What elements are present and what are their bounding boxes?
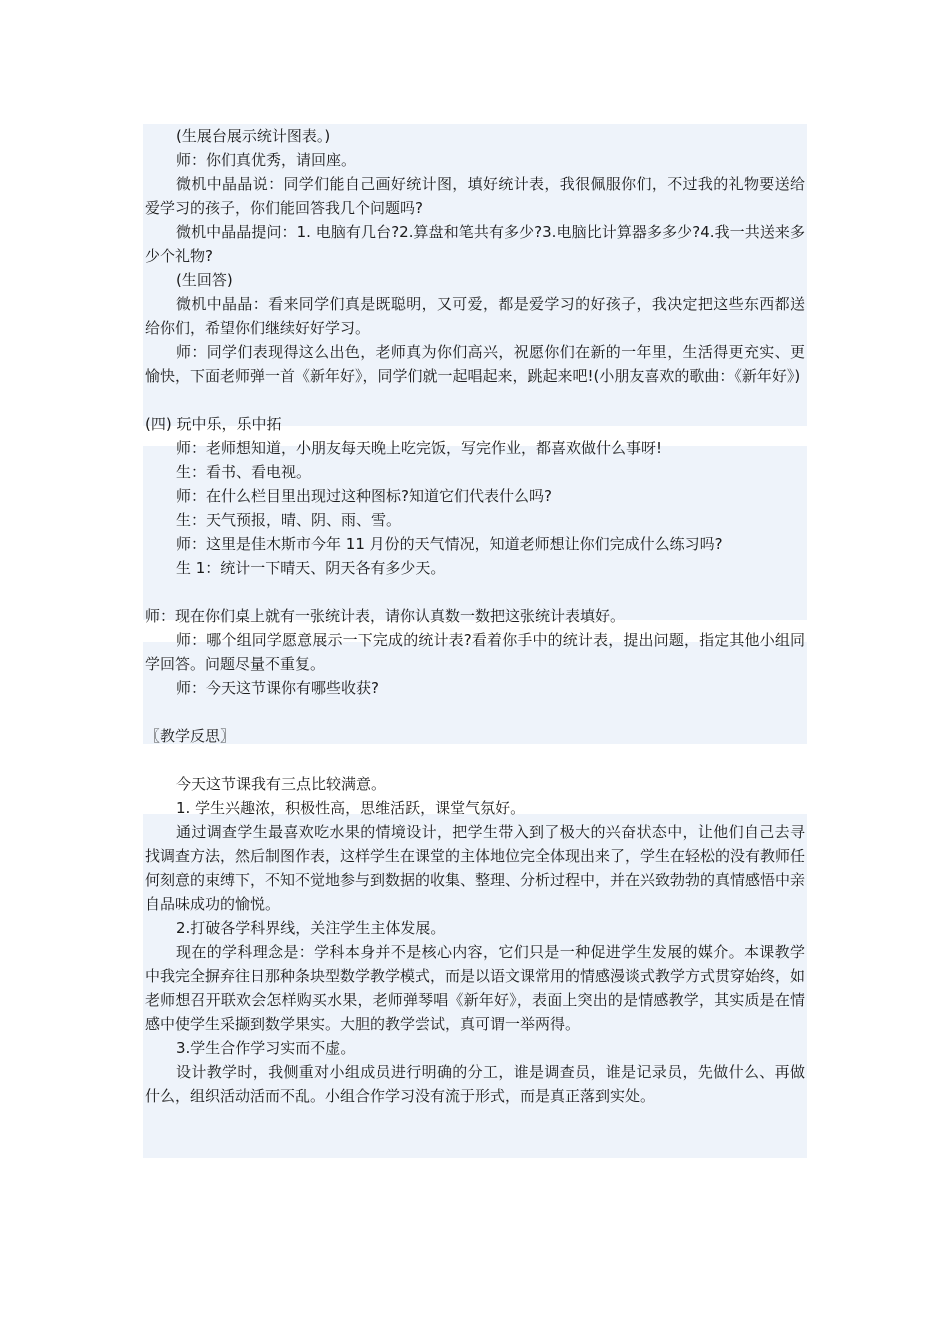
- paragraph: (生回答): [176, 271, 233, 289]
- paragraph: 微机中晶晶：看来同学们真是既聪明，又可爱，都是爱学习的好孩子，我决定把这些东西都送给你们，希望你们继续好好学习。: [145, 295, 805, 337]
- paragraph: 2.打破各学科界线，关注学生主体发展。: [176, 919, 446, 937]
- paragraph: 微机中晶晶提问：1. 电脑有几台?2.算盘和笔共有多少?3.电脑比计算器多多少?4.我一共送来多少个礼物?: [145, 223, 805, 265]
- paragraph: (生展台展示统计图表。): [176, 127, 331, 145]
- blank-line: [145, 700, 805, 724]
- document-body: [145, 124, 805, 1108]
- paragraph: 今天这节课我有三点比较满意。: [176, 775, 387, 793]
- paragraph: 微机中晶晶说：同学们能自己画好统计图，填好统计表，我很佩服你们，不过我的礼物要送给爱学习的孩子，你们能回答我几个问题吗?: [145, 175, 805, 217]
- paragraph: 现在的学科理念是：学科本身并不是核心内容，它们只是一种促进学生发展的媒介。本课教学中我完全摒弃往日那种条块型数学教学模式，而是以语文课常用的情感漫谈式教学方式贯穿始终，如老师想召开联欢会怎样购买水果，老师弹琴唱《新年好》，表面上突出的是情感教学，其实质是在情感中使学生采撷到数学果实。大胆的教学尝试，真可谓一举两得。: [145, 943, 806, 1033]
- paragraph: 通过调查学生最喜欢吃水果的情境设计，把学生带入到了极大的兴奋状态中，让他们自己去寻找调查方法，然后制图作表，这样学生在课堂的主体地位完全体现出来了，学生在轻松的没有教师任何刻意的束缚下，不知不觉地参与到数据的收集、整理、分析过程中，并在兴致勃勃的真情感悟中亲自品味成功的愉悦。: [145, 823, 806, 913]
- paragraph: 师：现在你们桌上就有一张统计表，请你认真数一数把这张统计表填好。: [145, 607, 626, 625]
- paragraph: 师：今天这节课你有哪些收获?: [176, 679, 379, 697]
- paragraph: 师：哪个组同学愿意展示一下完成的统计表?看着你手中的统计表，提出问题，指定其他小组同学回答。问题尽量不重复。: [145, 631, 805, 673]
- paragraph: 生：天气预报，晴、阴、雨、雪。: [176, 511, 402, 529]
- paragraph: 1. 学生兴趣浓，积极性高，思维活跃，课堂气氛好。: [176, 799, 526, 817]
- paragraph: 师：同学们表现得这么出色，老师真为你们高兴，祝愿你们在新的一年里，生活得更充实、更愉快，下面老师弹一首《新年好》，同学们就一起唱起来，跳起来吧!(小朋友喜欢的歌曲：《新年好》): [145, 343, 805, 385]
- paragraph: 设计教学时，我侧重对小组成员进行明确的分工，谁是调查员，谁是记录员，先做什么、再做什么，组织活动活而不乱。小组合作学习没有流于形式，而是真正落到实处。: [145, 1063, 805, 1105]
- paragraph: 师：你们真优秀，请回座。: [176, 151, 357, 169]
- paragraph: 3.学生合作学习实而不虚。: [176, 1039, 356, 1057]
- blank-line: [145, 748, 805, 772]
- reflection-heading: 〖教学反思〗: [145, 727, 236, 745]
- paragraph: 生：看书、看电视。: [176, 463, 312, 481]
- section-heading: (四) 玩中乐，乐中拓: [145, 415, 282, 433]
- blank-line: [145, 388, 805, 412]
- paragraph: 生 1：统计一下晴天、阴天各有多少天。: [176, 559, 446, 577]
- paragraph: 师：老师想知道，小朋友每天晚上吃完饭，写完作业，都喜欢做什么事呀!: [176, 439, 663, 457]
- blank-line: [145, 580, 805, 604]
- paragraph: 师：这里是佳木斯市今年 11 月份的天气情况，知道老师想让你们完成什么练习吗?: [176, 535, 723, 553]
- paragraph: 师：在什么栏目里出现过这种图标?知道它们代表什么吗?: [176, 487, 552, 505]
